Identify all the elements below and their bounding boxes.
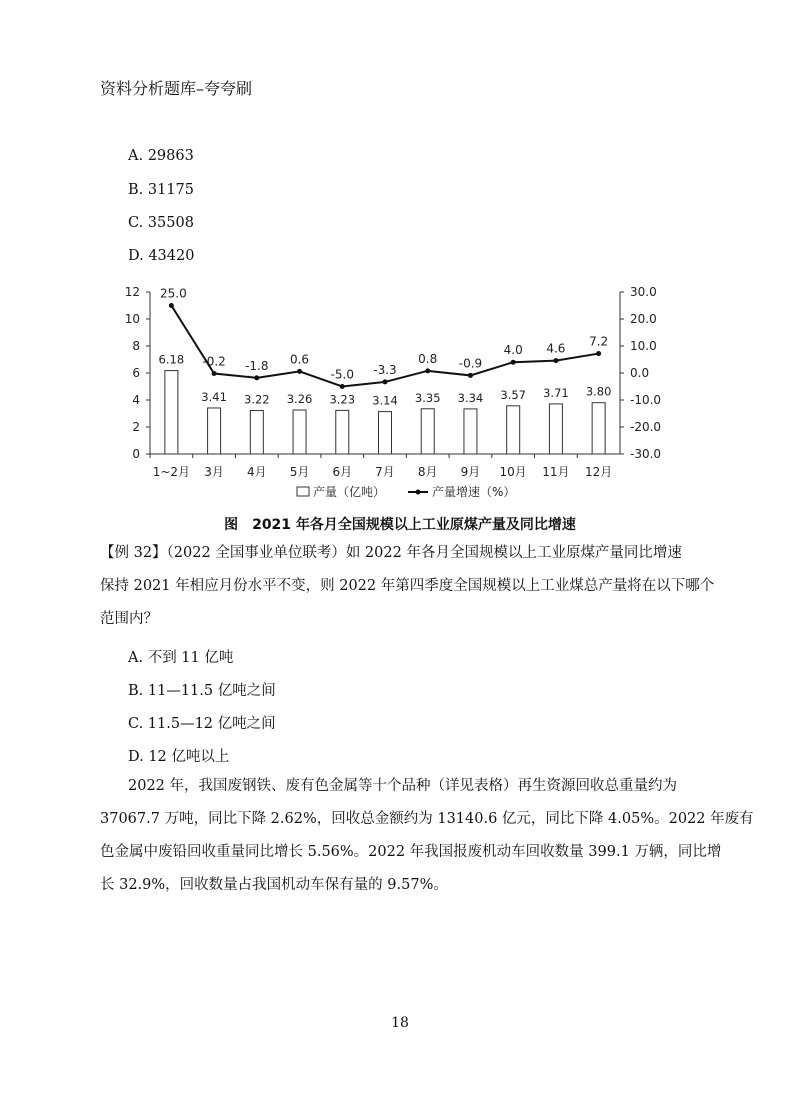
legend-line-marker (416, 490, 421, 495)
legend-bar-swatch (297, 487, 309, 496)
bar (592, 403, 605, 454)
option-a-top: A. 29863 (128, 148, 194, 164)
passage-paragraph (100, 770, 754, 902)
x-tick-label: 3月 (204, 465, 224, 479)
right-tick-label: -20.0 (630, 420, 662, 434)
question-line: 【例 32】（2022 全国事业单位联考）如 2022 年各月全国规模以上工业原煤产量同比增速 (100, 545, 682, 561)
growth-value-label: 7.2 (589, 334, 609, 349)
growth-value-label: 4.0 (503, 343, 523, 358)
growth-value-label: -0.2 (202, 354, 226, 369)
x-tick-label: 12月 (584, 465, 613, 479)
bar (208, 408, 221, 454)
x-tick-label: 4月 (246, 465, 267, 479)
bar-value-label: 6.18 (158, 352, 185, 367)
bar (336, 410, 349, 454)
x-tick-label: 1~2月 (152, 465, 191, 479)
right-tick-label: 20.0 (630, 312, 657, 326)
bar-value-label: 3.14 (372, 393, 398, 408)
bar (165, 371, 178, 454)
option-d-top: D. 43420 (128, 248, 195, 264)
growth-point (212, 371, 217, 376)
x-tick-label: 9月 (460, 465, 481, 479)
option-b-top: B. 31175 (128, 182, 195, 198)
chart-caption: 图 2021 年各月全国规模以上工业原煤产量及同比增速 (224, 517, 576, 533)
left-tick-label: 2 (132, 420, 140, 434)
left-tick-label: 12 (124, 285, 140, 299)
right-tick-label: 30.0 (630, 285, 657, 299)
x-tick-label: 10月 (499, 465, 527, 479)
right-tick-label: 0.0 (630, 366, 650, 380)
question-line: 保持 2021 年相应月份水平不变，则 2022 年第四季度全国规模以上工业煤总产量将在以下哪个 (100, 578, 715, 594)
left-tick-label: 10 (124, 312, 140, 326)
growth-value-label: -1.8 (245, 358, 269, 373)
growth-value-label: 25.0 (160, 286, 187, 301)
growth-point (340, 384, 345, 389)
growth-point (596, 351, 601, 356)
growth-value-label: -0.9 (458, 356, 483, 371)
passage-line: 37067.7 万吨，同比下降 2.62%，回收总金额约为 13140.6 亿元，同比下降 4.05%。2022 年废有 (100, 811, 754, 827)
bar-value-label: 3.35 (414, 390, 441, 405)
growth-value-label: 4.6 (546, 341, 566, 356)
growth-point (169, 303, 174, 308)
bar-value-label: 3.71 (543, 385, 569, 400)
bar-value-label: 3.41 (201, 389, 227, 404)
option-b-bottom: B. 11—11.5 亿吨之间 (128, 683, 276, 699)
bar (421, 409, 434, 454)
bar (379, 412, 392, 454)
page-header: 资料分析题库–夸夸刷 (100, 79, 253, 98)
growth-value-label: -3.3 (373, 362, 397, 377)
passage-line: 2022 年，我国废钢铁、废有色金属等十个品种（详见表格）再生资源回收总重量约为 (128, 778, 678, 794)
growth-value-label: 0.8 (418, 351, 438, 366)
bar-value-label: 3.34 (457, 390, 484, 405)
bar (293, 410, 306, 454)
growth-point (254, 375, 259, 380)
legend-bar-label: 产量（亿吨） (313, 485, 386, 499)
option-a-bottom: A. 不到 11 亿吨 (128, 650, 234, 666)
left-tick-label: 6 (132, 366, 140, 380)
page-number: 18 (391, 1015, 409, 1031)
bar (250, 411, 263, 454)
x-tick-label: 11月 (542, 465, 570, 479)
coal-production-chart (0, 280, 800, 510)
growth-value-label: -5.0 (330, 367, 354, 382)
bar-value-label: 3.22 (244, 392, 270, 407)
growth-point (553, 358, 558, 363)
passage-line: 长 32.9%，回收数量占我国机动车保有量的 9.57%。 (100, 877, 448, 893)
bar-value-label: 3.80 (585, 384, 612, 399)
growth-value-label: 0.6 (289, 352, 310, 367)
x-tick-label: 6月 (332, 465, 353, 479)
option-d-bottom: D. 12 亿吨以上 (128, 749, 230, 765)
bar (464, 409, 477, 454)
question-paragraph (100, 537, 715, 636)
growth-point (383, 379, 388, 384)
option-c-top: C. 35508 (128, 215, 194, 231)
bar-value-label: 3.57 (500, 387, 526, 402)
right-tick-label: -10.0 (630, 393, 662, 407)
x-tick-label: 7月 (375, 465, 395, 479)
left-tick-label: 8 (132, 339, 140, 353)
x-tick-label: 8月 (417, 465, 438, 479)
growth-point (511, 360, 516, 365)
left-tick-label: 0 (132, 447, 140, 461)
growth-point (425, 368, 430, 373)
legend-line-label: 产量增速（%） (432, 485, 516, 499)
left-tick-label: 4 (132, 393, 140, 407)
option-c-bottom: C. 11.5—12 亿吨之间 (128, 716, 276, 732)
bar-value-label: 3.23 (329, 392, 356, 407)
growth-point (297, 369, 302, 374)
passage-line: 色金属中废铅回收重量同比增长 5.56%。2022 年我国报废机动车回收数量 399.1 万辆，同比增 (100, 844, 722, 860)
right-tick-label: -30.0 (630, 447, 662, 461)
bar (549, 404, 562, 454)
bar (507, 406, 520, 454)
question-line: 范围内？ (100, 611, 158, 627)
right-tick-label: 10.0 (630, 339, 657, 353)
bar-value-label: 3.26 (286, 391, 313, 406)
growth-point (468, 373, 473, 378)
x-tick-label: 5月 (289, 465, 310, 479)
